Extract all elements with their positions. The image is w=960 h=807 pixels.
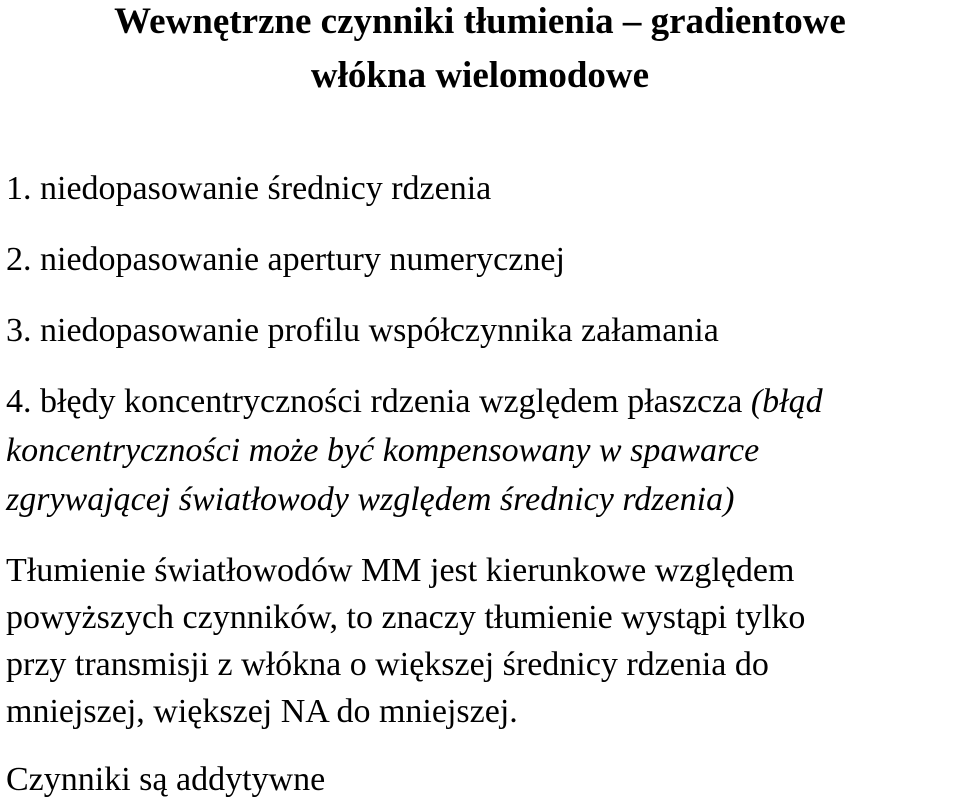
conclusion-text: Czynniki są addytywne	[6, 761, 326, 798]
list-item-4	[6, 382, 823, 422]
list-item-4-note-line-3: zgrywającej światłowody względem średnicy rdzenia)	[6, 481, 735, 518]
list-item-2: 2. niedopasowanie apertury numerycznej	[6, 241, 565, 278]
paragraph-line-3: przy transmisji z włókna o większej średnicy rdzenia do	[6, 646, 769, 683]
list-item-3: 3. niedopasowanie profilu współczynnika załamania	[6, 312, 719, 349]
paragraph-line-2: powyższych czynników, to znaczy tłumienie wystąpi tylko	[6, 599, 806, 636]
slide-title-line-2: włókna wielomodowe	[310, 55, 650, 96]
list-item-4-main: 4. błędy koncentryczności rdzenia względem płaszcza	[6, 383, 751, 420]
list-item-4-note-line-2: koncentryczności może być kompensowany w spawarce	[6, 432, 760, 469]
paragraph-line-4: mniejszej, większej NA do mniejszej.	[6, 693, 518, 730]
paragraph-line-1: Tłumienie światłowodów MM jest kierunkowe względem	[6, 552, 795, 589]
slide-title-line-1: Wewnętrzne czynniki tłumienia – gradientowe	[114, 1, 846, 42]
list-item-1: 1. niedopasowanie średnicy rdzenia	[6, 170, 492, 207]
list-item-4-note-start: (błąd	[750, 383, 823, 420]
